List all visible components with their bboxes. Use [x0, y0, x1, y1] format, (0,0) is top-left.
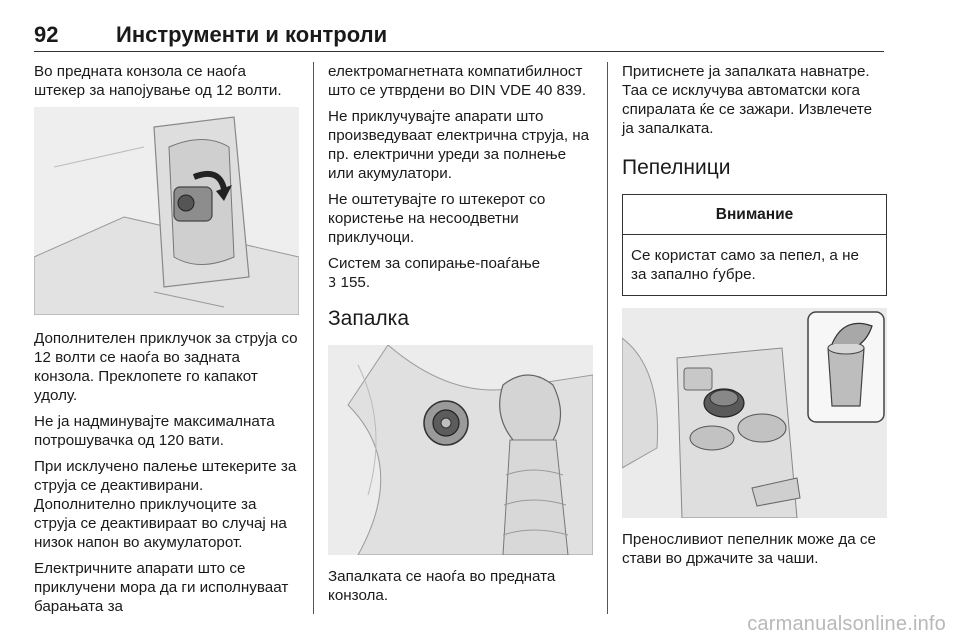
page-ref-link[interactable]: 155.: [340, 274, 371, 291]
page-ref-icon: 3: [328, 276, 337, 291]
watermark: carmanualsonline.info: [747, 613, 946, 635]
caption-portable-ashtray: Преносливиот пепелник може да се стави во држачите за чаши.: [622, 531, 876, 567]
power-socket-illustration: [34, 107, 299, 315]
paragraph-no-generators: Не приклучувајте апарати што произведуваат електрична струја, на пр. електрични уреди за полнење или акумулатори.: [328, 108, 590, 182]
caution-box: [622, 194, 887, 296]
column-divider-1: [313, 62, 314, 614]
page-number: 92: [34, 22, 59, 47]
column-3: [622, 62, 887, 575]
caution-title: Внимание: [623, 195, 886, 235]
caption-lighter-location: Запалката се наоѓа во предната конзола.: [328, 568, 556, 604]
column-1: [34, 62, 299, 623]
heading-cigarette-lighter: Запалка: [328, 307, 409, 330]
heading-ashtrays: Пепелници: [622, 156, 731, 179]
paragraph-front-socket: Во предната конзола се наоѓа штекер за напојување од 12 волти.: [34, 63, 282, 99]
paragraph-deactivation: При исклучено палење штекерите за струја се деактивирани. Дополнително приклучоците за струја се деактивираат во случај на низок напон во акумулаторот.: [34, 458, 297, 551]
column-divider-2: [607, 62, 608, 614]
page-header: [34, 22, 884, 52]
paragraph-stop-start: [328, 254, 593, 293]
paragraph-lighter-usage: Притиснете ја запалката навнатре. Таа се исклучува автоматски кога спиралата ќе се зажари. Извлечете ја запалката.: [622, 63, 873, 137]
paragraph-rear-socket: Дополнителен приклучок за струја со 12 волти се наоѓа во задната конзола. Преклопете го капакот удолу.: [34, 330, 298, 404]
column-2: [328, 62, 593, 612]
ashtray-illustration: [622, 308, 887, 518]
paragraph-no-damage: Не оштетувајте го штекерот со користење на несоодветни приклучоци.: [328, 191, 546, 246]
paragraph-emc: електромагнетната компатибилност што се утврдени во DIN VDE 40 839.: [328, 63, 587, 99]
cigarette-lighter-illustration: [328, 345, 593, 555]
paragraph-requirements: Електричните апарати што се приклучени мора да ги исполнуваат барањата за: [34, 560, 289, 615]
page-title: Инструменти и контроли: [116, 22, 388, 47]
paragraph-max-power: Не ја надминувајте максималната потрошувачка од 120 вати.: [34, 413, 275, 449]
caution-text: Се користат само за пепел, а не за запално ѓубре.: [631, 247, 859, 283]
stop-start-text: Систем за сопирање-поаѓање: [328, 255, 541, 272]
